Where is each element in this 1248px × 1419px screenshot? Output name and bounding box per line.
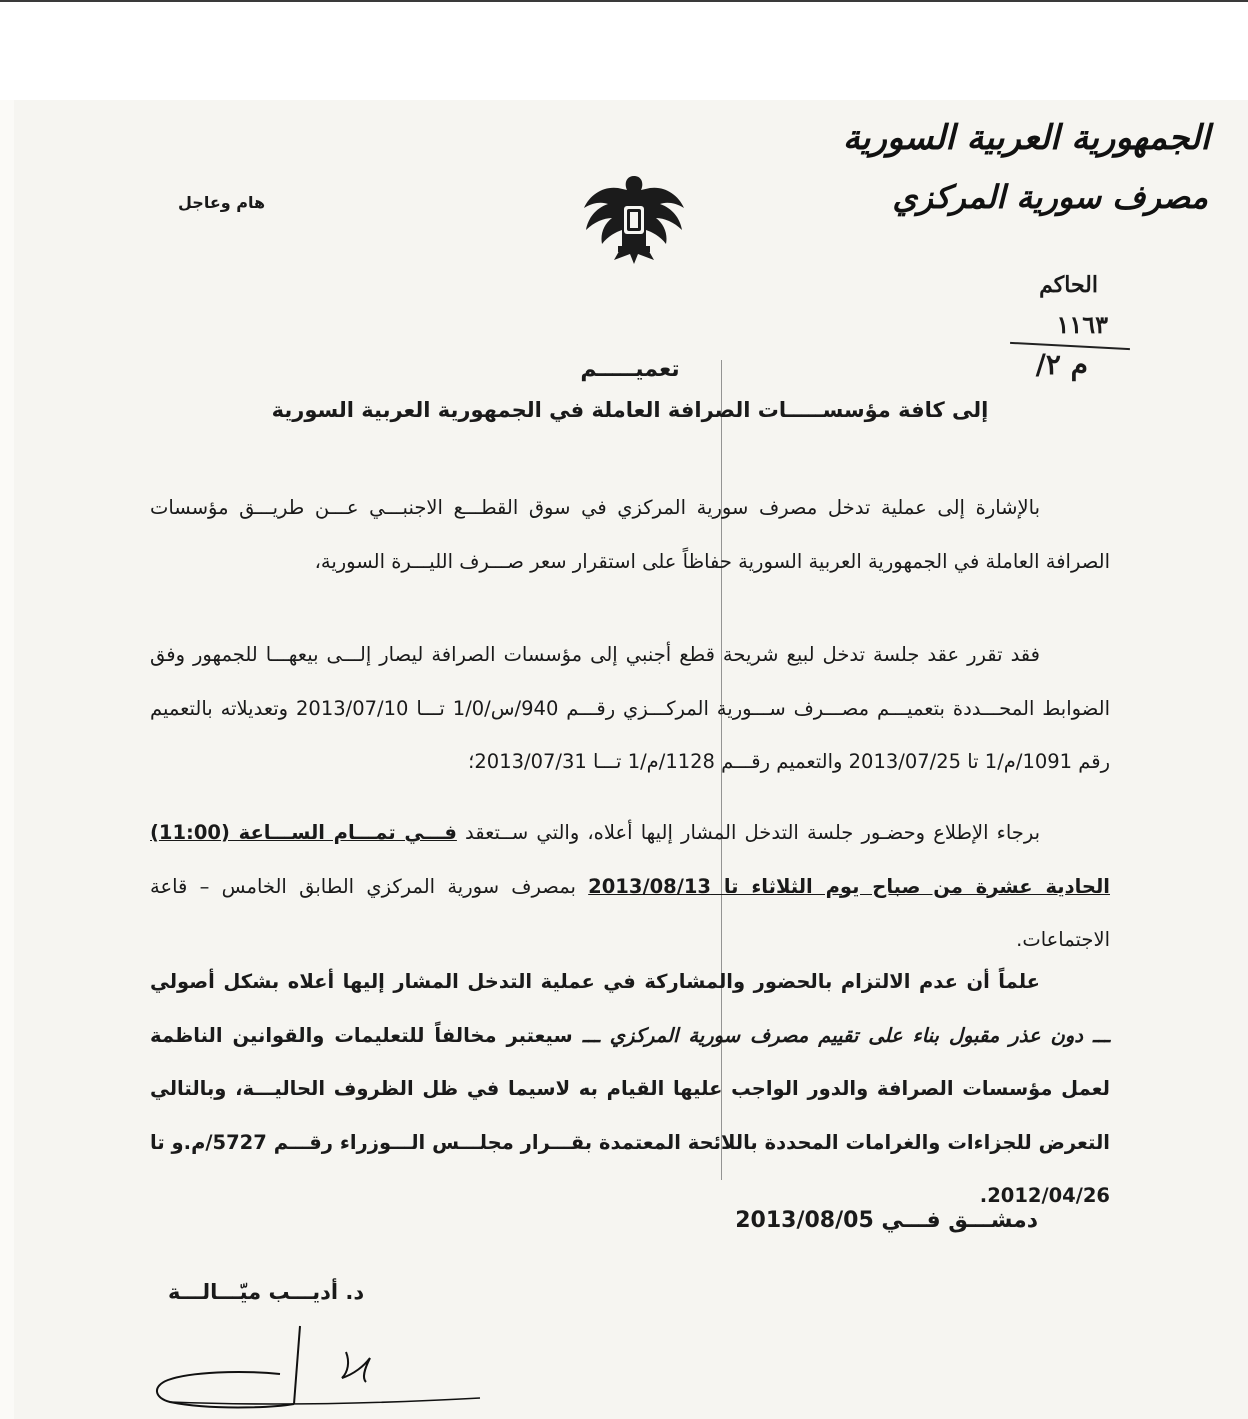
paragraph-3-text-c: بمصرف سورية المركزي الطابق الخامس – قاعة الاجتماعات. [150, 874, 1110, 951]
handwritten-signature-icon [150, 1322, 490, 1414]
page-edge [0, 100, 14, 1419]
issue-date: دمشـــق فـــي 2013/08/05 [735, 1208, 1038, 1233]
paragraph-3 [150, 806, 1110, 967]
reference-suffix: م ٢/ [1035, 348, 1088, 381]
document-title: تعميـــــم [580, 357, 680, 382]
document-subtitle: إلى كافة مؤسســـــات الصرافة العاملة في الجمهورية العربية السورية [271, 398, 989, 422]
paragraph-4 [150, 955, 1110, 1223]
paragraph-1-text: بالإشارة إلى عملية تدخل مصرف سورية المركزي في سوق القطـــع الاجنبـــي عـــن طريـــق مؤسسات الصرافة العاملة في الجمهورية العربية السورية حفاظاً على استقرار سعر صـــرف الليـــرة السورية، [150, 496, 1110, 573]
eagle-emblem-icon [580, 168, 688, 268]
governor-label: الحاكم [1039, 272, 1098, 298]
paragraph-3-text-a: برجاء الإطلاع وحضـور جلسة التدخل المشار إليها أعلاه، والتي ســتعقد [465, 821, 1041, 844]
letterhead-republic: الجمهورية العربية السورية [842, 118, 1210, 158]
signer-name: د. أديـــب ميّـــالـــة [168, 1280, 365, 1304]
paragraph-2 [150, 628, 1110, 789]
letterhead-bank: مصرف سورية المركزي [892, 178, 1208, 216]
top-border [0, 0, 1248, 2]
paragraph-4-text-a: علماً أن عدم الالتزام بالحضور والمشاركة في عملية التدخل المشار إليها أعلاه بشكل أصولي [150, 970, 1040, 993]
paragraph-4-text-b: ـــ دون عذر مقبول بناء على تقييم مصرف سورية المركزي ـــ [582, 1023, 1111, 1047]
paragraph-1 [150, 481, 1110, 588]
paragraph-2-text: فقد تقرر عقد جلسة تدخل لبيع شريحة قطع أجنبي إلى مؤسسات الصرافة ليصار إلـــى بيعهـــا للجمهور وفق الضوابط المحـــددة بتعميـــم مصـــرف ســـورية المركـــزي رقـــم 940/س/1/0 تـــا 2013/07/10 وتعديلاته بالتعميم رقم 1091/م/1 تا 2013/07/25 والتعميم رقـــم 1128/م/1 تـــا 2013/07/31؛ [150, 643, 1110, 773]
paragraph-3-time: فـــي تمـــام الســـاعة (11:00) الحادية عشرة من صباح يوم الثلاثاء تا 2013/08/13 [150, 821, 1110, 898]
paragraph-4-text-c: سيعتبر مخالفاً للتعليمات والقوانين الناظمة لعمل مؤسسات الصرافة والدور الواجب عليها القيام به لاسيما في ظل الظروف الحاليـــة، وبالتالي التعرض للجزاءات والغرامات المحددة باللائحة المعتمدة بقـــرار مجلـــس الـــوزراء رقـــم 5727/م.و تا 2012/04/26. [150, 1023, 1110, 1207]
urgent-label: هام وعاجل [178, 193, 266, 212]
reference-number: ١١٦٣ [1056, 310, 1108, 339]
